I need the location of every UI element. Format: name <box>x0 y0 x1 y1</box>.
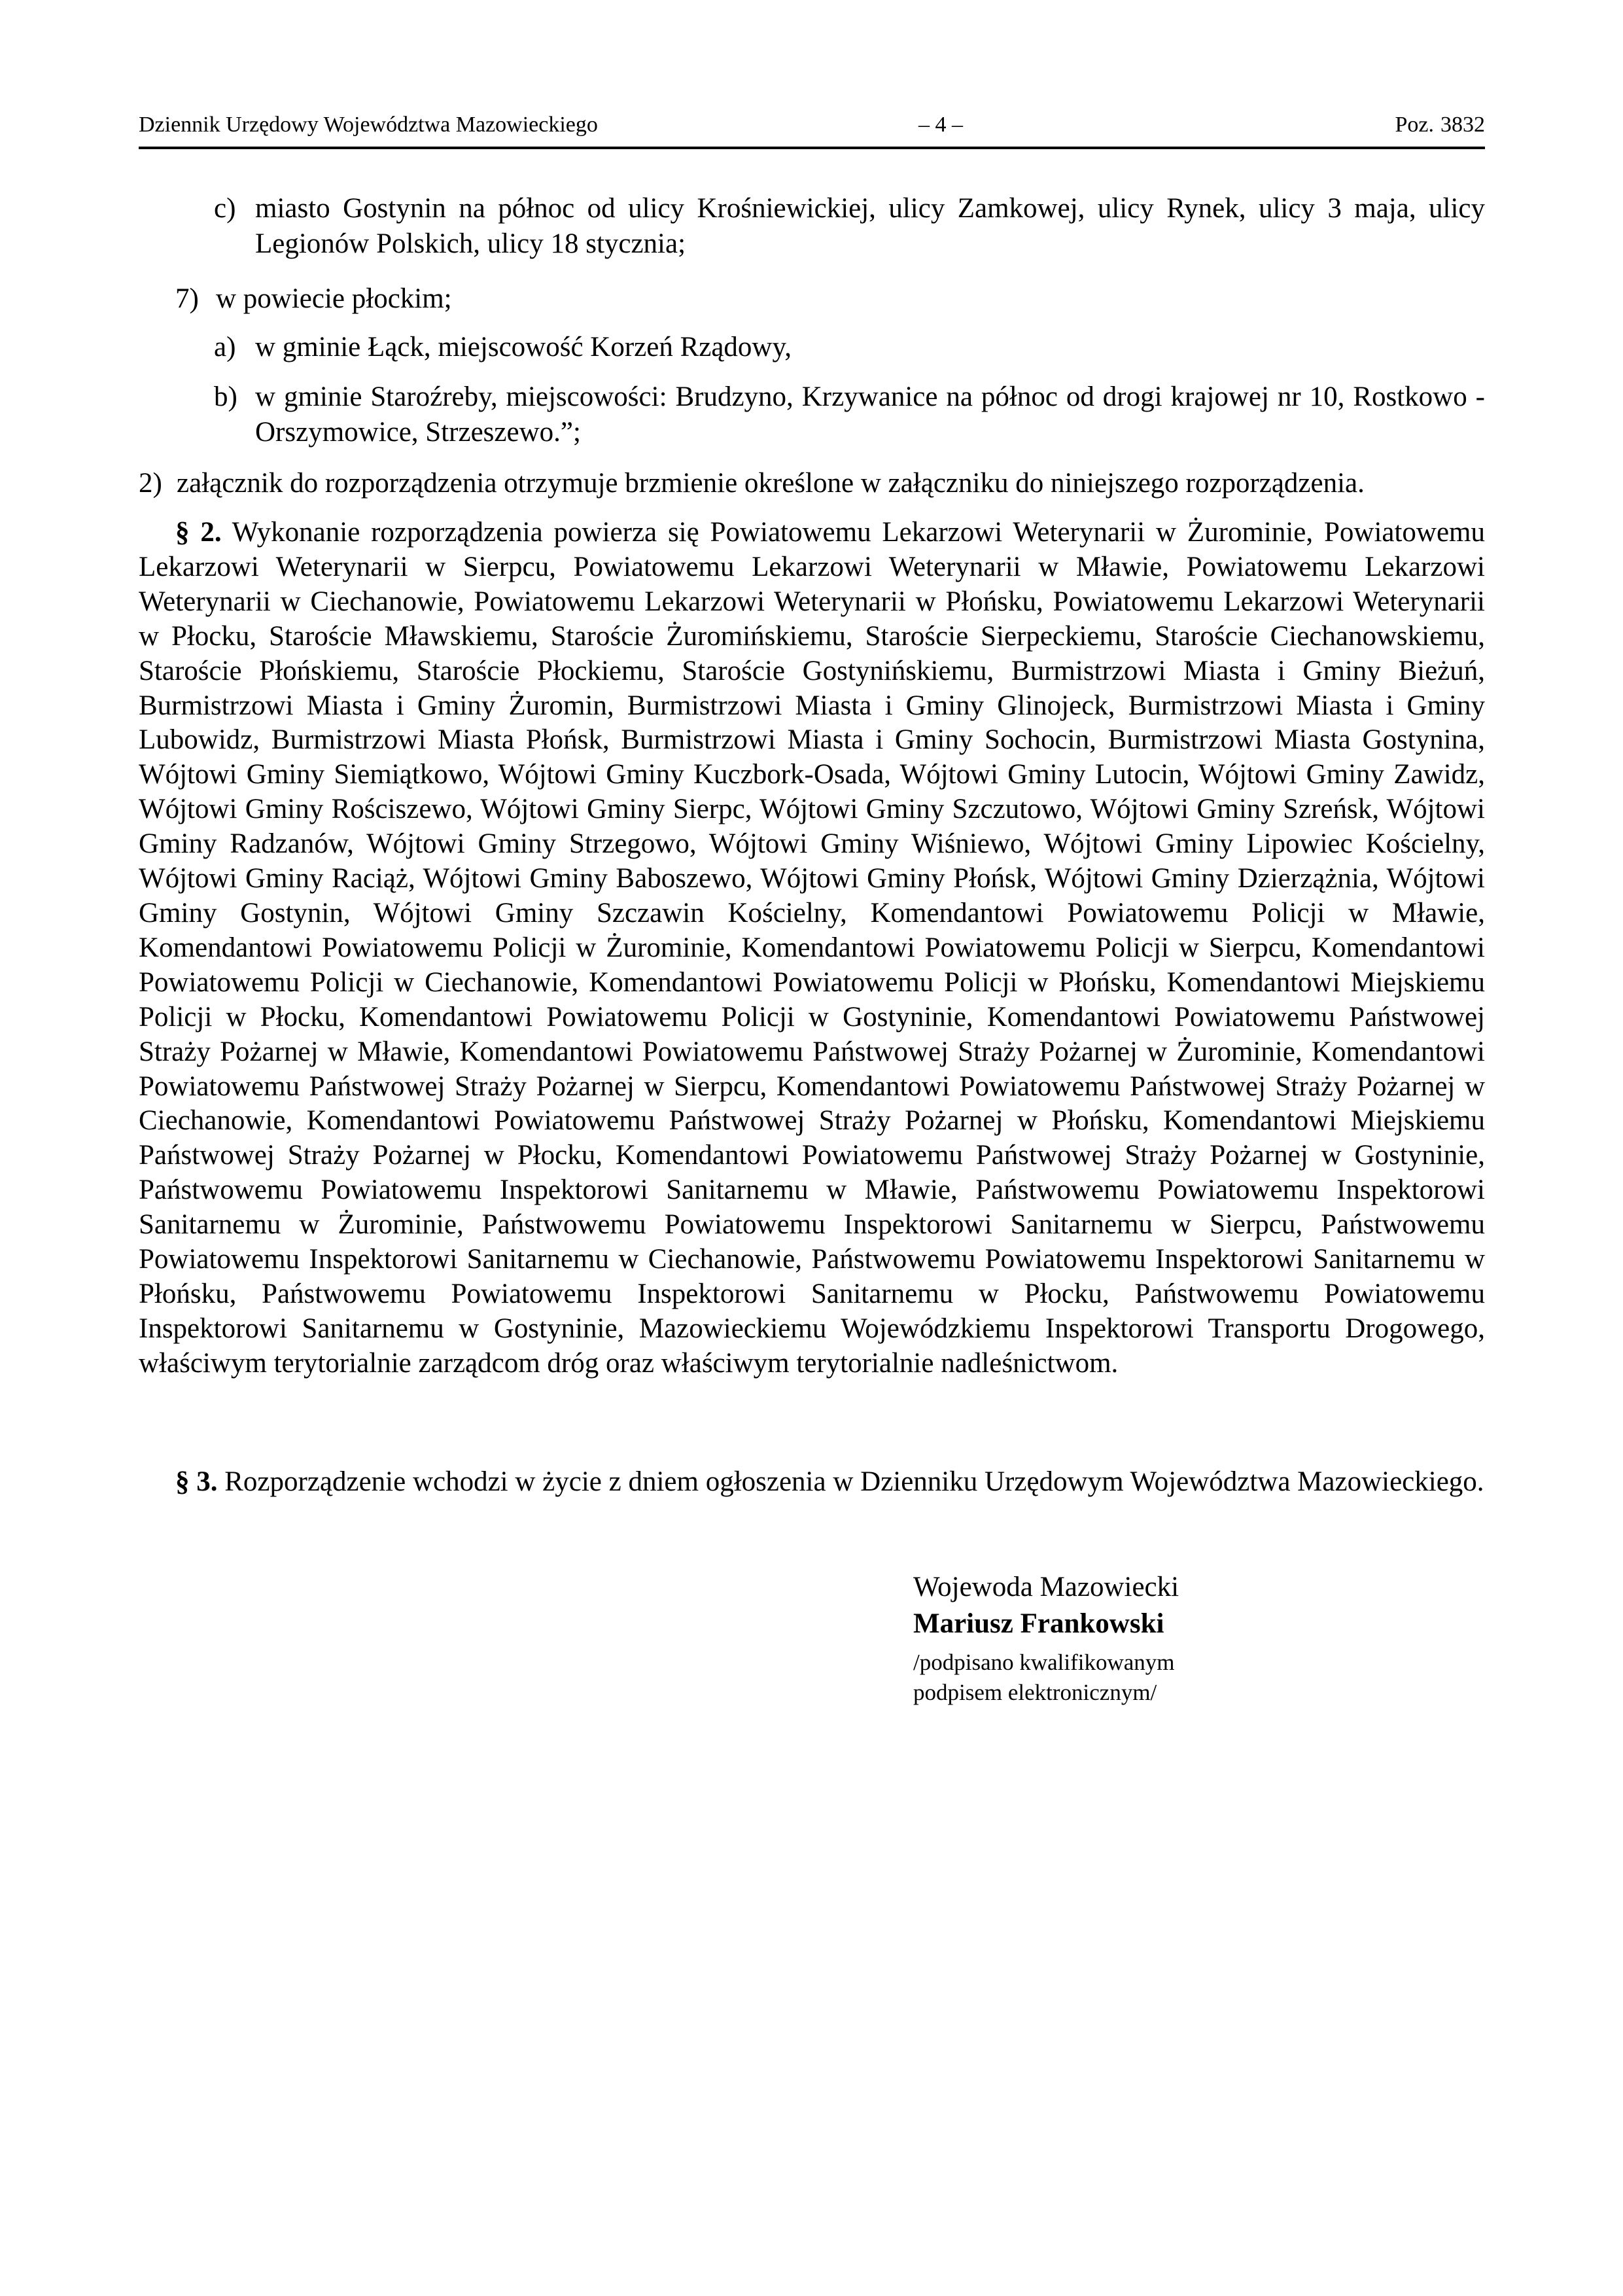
list-item-text: w gminie Staroźreby, miejscowości: Brudzyno, Krzywanice na północ od drogi krajowej nr 10, Rostkowo - Orszymowice, Strzeszewo.”; <box>255 381 1485 448</box>
position-number <box>1395 110 1486 140</box>
section-2-label: § 2. <box>175 517 222 548</box>
section-2-text: Wykonanie rozporządzenia powierza się Powiatowemu Lekarzowi Weterynarii w Żurominie, Powiatowemu Lekarzowi Weterynarii w Sierpcu, Powiatowemu Lekarzowi Weterynarii w Mławie, Powiatowemu Lekarzowi Weterynarii w Ciechanowie, Powiatowemu Lekarzowi Weterynarii w Płońsku, Powiatowemu Lekarzowi Weterynarii w Płocku, Staroście Mławskiemu, Staroście Żuromińskiemu, Staroście Sierpeckiemu, Staroście Ciechanowskiemu, Staroście Płońskiemu, Staroście Płockiemu, Staroście Gostynińskiemu, Burmistrzowi Miasta i Gminy Bieżuń, Burmistrzowi Miasta i Gminy Żuromin, Burmistrzowi Miasta i Gminy Glinojeck, Burmistrzowi Miasta i Gminy Lubowidz, Burmistrzowi Miasta Płońsk, Burmistrzowi Miasta i Gminy Sochocin, Burmistrzowi Miasta Gostynina, Wójtowi Gminy Siemiątkowo, Wójtowi Gminy Kuczbork-Osada, Wójtowi Gminy Lutocin, Wójtowi Gminy Zawidz, Wójtowi Gminy Rościszewo, Wójtowi Gminy Sierpc, Wójtowi Gminy Szczutowo, Wójtowi Gminy Szreńsk, Wójtowi Gminy Radzanów, Wójtowi Gminy Strzegowo, Wójtowi Gminy Wiśniewo, Wójtowi Gminy Lipowiec Kościelny, Wójtowi Gminy Raciąż, Wójtowi Gminy Baboszewo, Wójtowi Gminy Płońsk, Wójtowi Gminy Dzierzążnia, Wójtowi Gminy Gostynin, Wójtowi Gminy Szczawin Kościelny, Komendantowi Powiatowemu Policji w Mławie, Komendantowi Powiatowemu Policji w Żurominie, Komendantowi Powiatowemu Policji w Sierpcu, Komendantowi Powiatowemu Policji w Ciechanowie, Komendantowi Powiatowemu Policji w Płońsku, Komendantowi Miejskiemu Policji w Płocku, Komendantowi Powiatowemu Policji w Gostyninie, Komendantowi Powiatowemu Państwowej Straży Pożarnej w Mławie, Komendantowi Powiatowemu Państwowej Straży Pożarnej w Żurominie, Komendantowi Powiatowemu Państwowej Straży Pożarnej w Sierpcu, Komendantowi Powiatowemu Państwowej Straży Pożarnej w Ciechanowie, Komendantowi Powiatowemu Państwowej Straży Pożarnej w Płońsku, Komendantowi Miejskiemu Państwowej Straży Pożarnej w Płocku, Komendantowi Powiatowemu Państwowej Straży Pożarnej w Gostyninie, Państwowemu Powiatowemu Inspektorowi Sanitarnemu w Mławie, Państwowemu Powiatowemu Inspektorowi Sanitarnemu w Żurominie, Państwowemu Powiatowemu Inspektorowi Sanitarnemu w Sierpcu, Państwowemu Powiatowemu Inspektorowi Sanitarnemu w Ciechanowie, Państwowemu Powiatowemu Inspektorowi Sanitarnemu w Płońsku, Państwowemu Powiatowemu Inspektorowi Sanitarnemu w Płocku, Państwowemu Powiatowemu Inspektorowi Sanitarnemu w Gostyninie, Mazowieckiemu Wojewódzkiemu Inspektorowi Transportu Drogowego, właściwym terytorialnie zarządcom dróg oraz właściwym terytorialnie nadleśnictwom. <box>139 517 1486 1379</box>
list-marker: b) <box>214 381 237 412</box>
section-3-paragraph <box>139 1465 1485 1500</box>
list-marker: a) <box>214 332 236 362</box>
signature-note-line-2: podpisem elektronicznym/ <box>913 1680 1157 1705</box>
list-item-text: w gminie Łąck, miejscowość Korzeń Rządowy, <box>255 332 792 362</box>
journal-title: Dziennik Urzędowy Województwa Mazowieckiego <box>139 113 598 137</box>
section-3-text: Rozporządzenie wchodzi w życie z dniem ogłoszenia w Dzienniku Urzędowym Województwa Mazowieckiego. <box>224 1466 1484 1497</box>
list-item-text: załącznik do rozporządzenia otrzymuje brzmienie określone w załączniku do niniejszego rozporządzenia. <box>177 468 1365 499</box>
list-marker: 2) <box>139 468 162 499</box>
position-value: 3832 <box>1440 113 1485 137</box>
position-label: Poz. <box>1395 113 1434 137</box>
signature-block <box>913 1569 1371 1708</box>
list-item-text: miasto Gostynin na północ od ulicy Krośniewickiej, ulicy Zamkowej, ulicy Rynek, ulicy 3 maja, ulicy Legionów Polskich, ulicy 18 stycznia; <box>255 193 1485 259</box>
page-header <box>139 110 1485 149</box>
signature-note-line-1: /podpisano kwalifikowanym <box>913 1650 1175 1675</box>
list-item-text: w powiecie płockim; <box>216 283 452 314</box>
list-marker: 7) <box>175 283 199 314</box>
signatory-name: Mariusz Frankowski <box>913 1608 1164 1639</box>
page-number: – 4 – <box>918 113 963 137</box>
list-marker: c) <box>214 193 236 224</box>
section-2-paragraph <box>139 516 1485 1381</box>
signatory-role: Wojewoda Mazowiecki <box>913 1572 1179 1602</box>
section-3-label: § 3. <box>175 1466 218 1497</box>
